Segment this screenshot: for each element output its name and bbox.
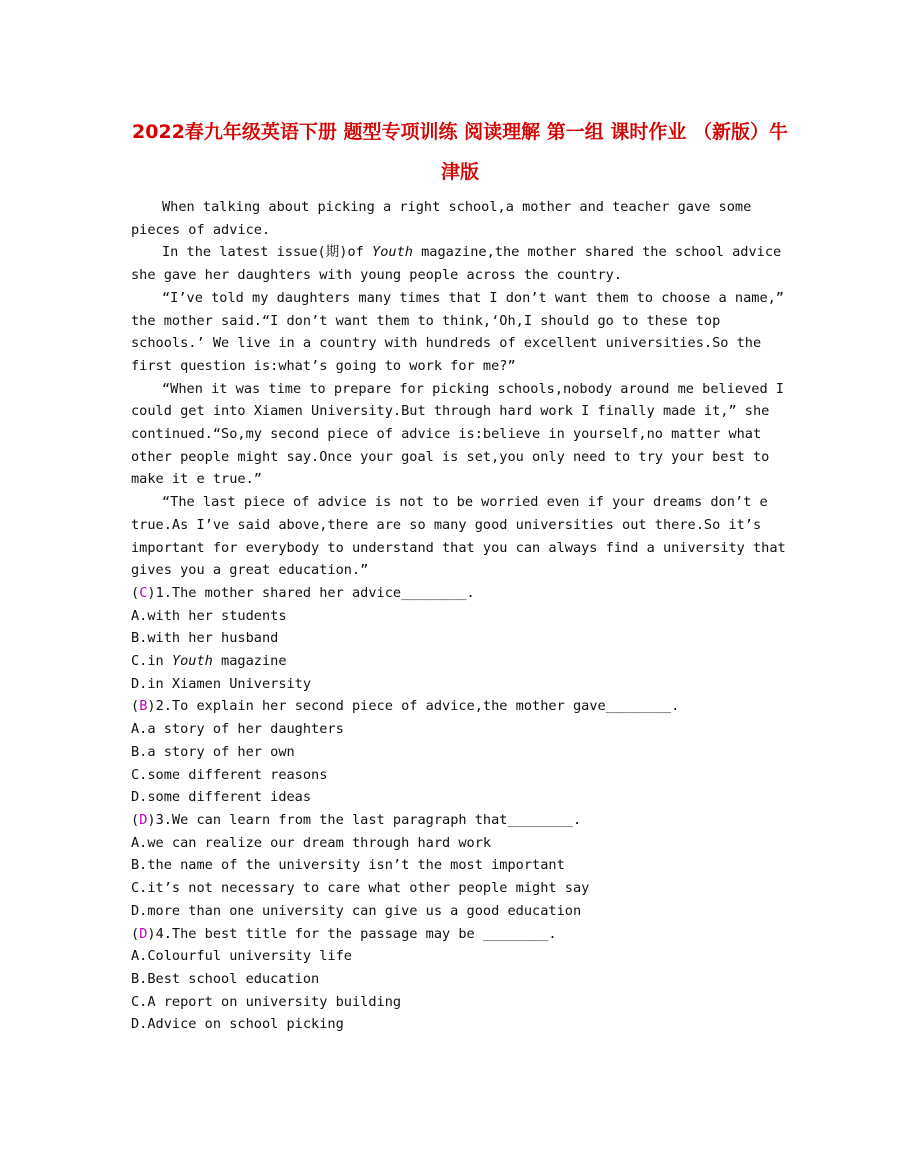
- passage-and-questions: [131, 196, 791, 1036]
- q1-option-b: B.with her husband: [131, 630, 279, 647]
- q2-option-b: B.a story of her own: [131, 743, 295, 760]
- answer-3: D: [139, 811, 148, 828]
- question-3-stem: 3.We can learn from the last paragraph that________.: [155, 811, 582, 828]
- q3-option-b: B.the name of the university isn’t the most important: [131, 857, 565, 874]
- question-2: (B)2.To explain her second piece of advice,the mother gave________.: [131, 698, 680, 715]
- q1-option-c-label: C.in: [131, 653, 172, 670]
- q4-option-b: B.Best school education: [131, 970, 320, 987]
- document-title: 2022春九年级英语下册 题型专项训练 阅读理解 第一组 课时作业 （新版）牛津版: [132, 121, 788, 183]
- paragraph-2-before: In the latest issue(期)of: [162, 244, 373, 261]
- answer-4: D: [139, 925, 148, 942]
- question-3: (D)3.We can learn from the last paragraph that________.: [131, 811, 582, 828]
- question-1: (C)1.The mother shared her advice________.: [131, 584, 475, 601]
- q3-option-d: D.more than one university can give us a good education: [131, 902, 582, 919]
- question-4: (D)4.The best title for the passage may be ________.: [131, 925, 557, 942]
- answer-1: C: [139, 584, 148, 601]
- answer-2: B: [139, 698, 148, 715]
- magazine-name: Youth: [372, 244, 413, 261]
- q1-option-a: A.with her students: [131, 607, 287, 624]
- q4-option-c: C.A report on university building: [131, 993, 402, 1010]
- q3-option-c: C.it’s not necessary to care what other people might say: [131, 880, 590, 897]
- q1-option-c: [131, 650, 791, 673]
- paragraph-4: “When it was time to prepare for picking schools,nobody around me believed I could get into Xiamen University.But through hard work I finally made it,” she continued.“So,my second piece of advice is:believe in yourself,no matter what other people might say.Once your goal is set,you only need to try your best to make it e true.”: [131, 380, 784, 488]
- paragraph-3: “I’ve told my daughters many times that I don’t want them to choose a name,” the mother said.“I don’t want them to think,‘Oh,I should go to these top schools.’ We live in a country with hundreds of excellent universities.So the first question is:what’s going to work for me?”: [131, 289, 784, 374]
- question-2-stem: 2.To explain her second piece of advice,the mother gave________.: [155, 698, 680, 715]
- paragraph-5: “The last piece of advice is not to be worried even if your dreams don’t e true.As I’ve said above,there are so many good universities out there.So it’s important for everybody to understand that you can always find a university that gives you a great education.”: [131, 494, 786, 579]
- q1-option-d: D.in Xiamen University: [131, 675, 312, 692]
- q2-option-d: D.some different ideas: [131, 789, 312, 806]
- question-4-stem: 4.The best title for the passage may be ________.: [155, 925, 557, 942]
- question-1-stem: 1.The mother shared her advice________.: [155, 584, 475, 601]
- q2-option-a: A.a story of her daughters: [131, 721, 344, 738]
- q1-option-c-italic: Youth: [171, 653, 213, 670]
- q2-option-c: C.some different reasons: [131, 766, 328, 783]
- q4-option-d: D.Advice on school picking: [131, 1016, 344, 1033]
- q3-option-a: A.we can realize our dream through hard work: [131, 834, 492, 851]
- q1-option-c-after: magazine: [212, 653, 287, 670]
- paragraph-1: When talking about picking a right school,a mother and teacher gave some pieces of advice.: [131, 199, 752, 238]
- paragraph-2-after: magazine,the mother shared the school advice she gave her daughters with young people across the country.: [131, 244, 782, 284]
- q4-option-a: A.Colourful university life: [131, 948, 352, 965]
- paragraph-2: [131, 241, 791, 286]
